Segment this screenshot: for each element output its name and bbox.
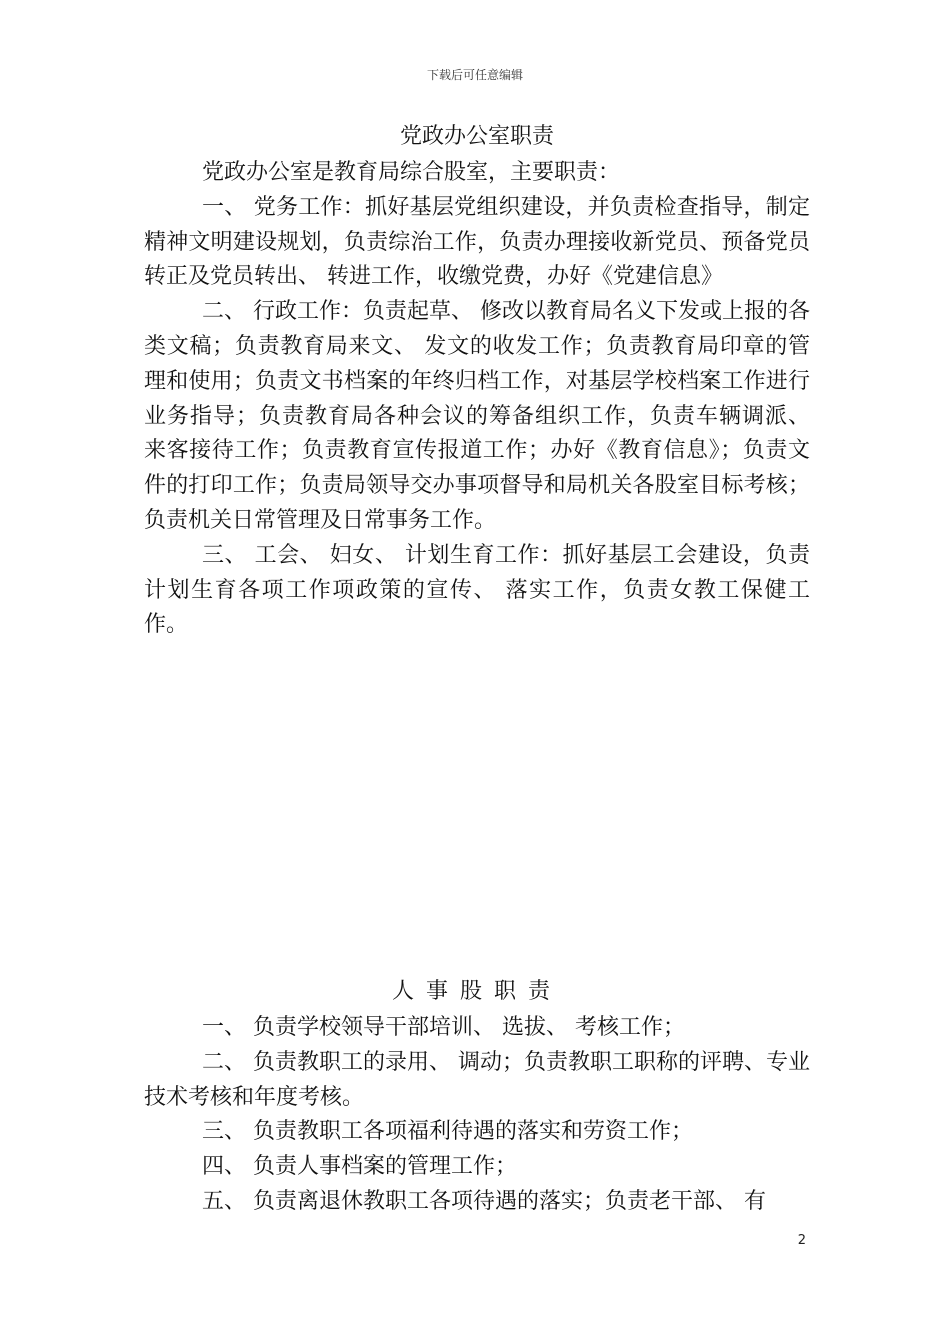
section-personnel — [144, 975, 810, 1220]
section-title: 党政办公室职责 — [399, 124, 554, 149]
paragraph: 三、 工会、 妇女、 计划生育工作：抓好基层工会建设，负责计划生育各项工作项政策的宣传、 落实工作，负责女教工保健工作。 — [144, 542, 810, 638]
paragraph: 一、 党务工作：抓好基层党组织建设，并负责检查指导，制定精神文明建设规划，负责综治工作，负责办理接收新党员、预备党员转正及党员转出、 转进工作，收缴党费，办好《党建信息》 — [144, 194, 810, 290]
paragraph: 五、 负责离退休教职工各项待遇的落实；负责老干部、 有 — [202, 1188, 766, 1214]
page-number: 2 — [797, 1233, 806, 1248]
paragraph: 四、 负责人事档案的管理工作； — [202, 1154, 517, 1180]
paragraph: 党政办公室是教育局综合股室，主要职责： — [202, 160, 621, 185]
paragraph: 二、 负责教职工的录用、 调动；负责教职工职称的评聘、专业技术考核和年度考核。 — [144, 1049, 810, 1110]
section-title: 人事股职责 — [391, 979, 562, 1004]
paragraph: 二、 行政工作：负责起草、 修改以教育局名义下发或上报的各类文稿；负责教育局来文、 发文的收发工作；负责教育局印章的管理和使用；负责文书档案的年终归档工作，对基层学校档案工作进行业务指导；负责教育局各种会议的筹备组织工作，负责车辆调派、 来客接待工作；负责教育宣传报道工作；办好《教育信息》；负责文件的打印工作；负责局领导交办事项督导和局机关各股室目标考核；负责机关日常管理及日常事务工作。 — [144, 299, 810, 533]
paragraph: 一、 负责学校领导干部培训、 选拔、 考核工作； — [202, 1015, 685, 1040]
section-party-office — [144, 120, 810, 643]
paragraph: 三、 负责教职工各项福利待遇的落实和劳资工作； — [202, 1119, 693, 1145]
header-note: 下载后可任意编辑 — [426, 68, 523, 82]
